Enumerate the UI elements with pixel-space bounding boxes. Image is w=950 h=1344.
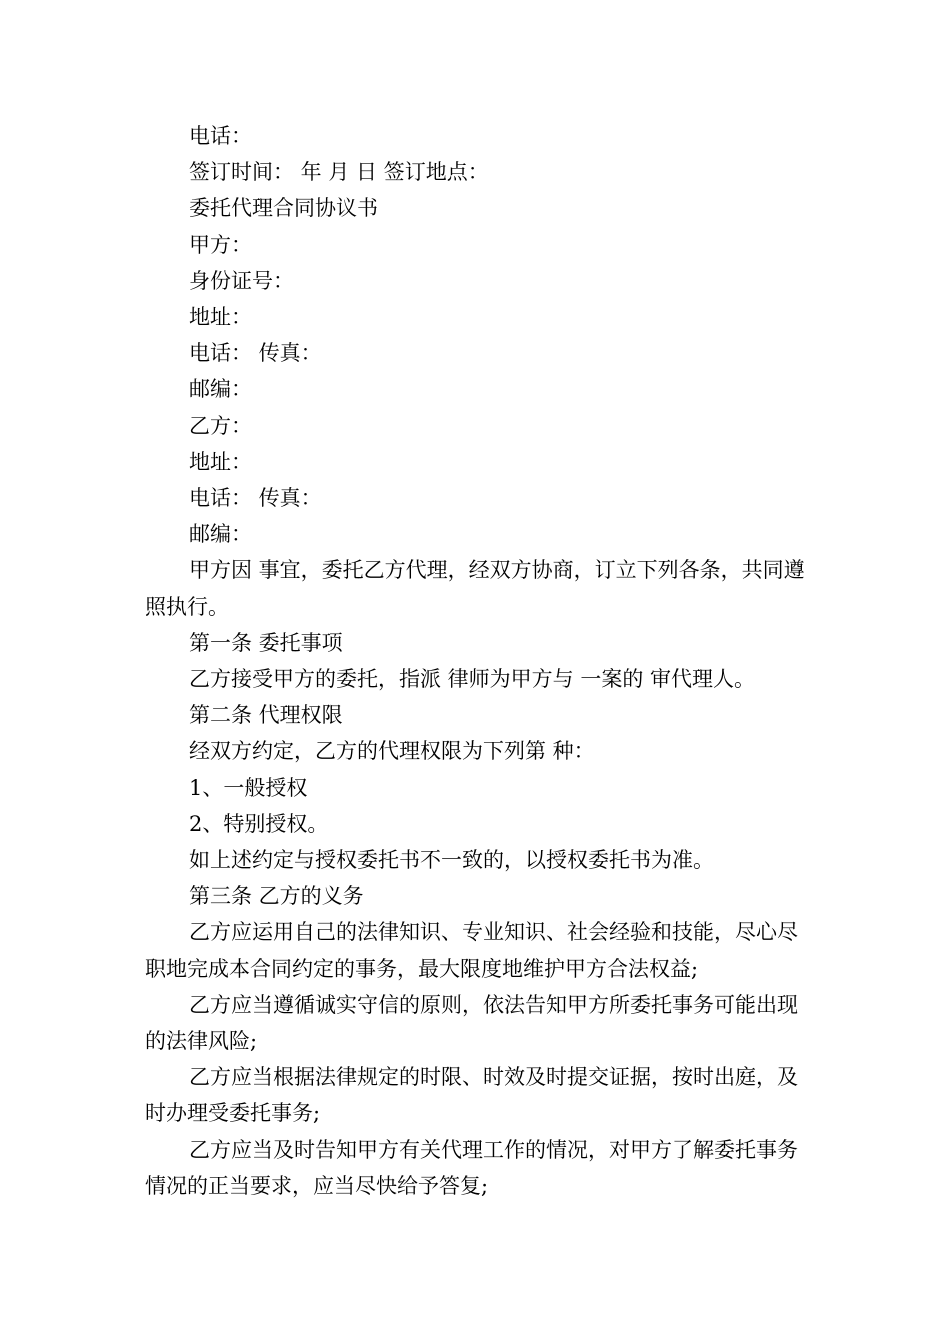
- article-2-item-2: 2、特别授权。: [189, 811, 329, 836]
- article-1-paragraph: 乙方接受甲方的委托，指派 律师为甲方与 一案的 审代理人。: [189, 667, 756, 692]
- article-3-heading: 第三条 乙方的义务: [189, 884, 364, 909]
- article-3-paragraph-4: 乙方应当及时告知甲方有关代理工作的情况，对甲方了解委托事务情况的正当要求，应当尽快给予答复;: [145, 1137, 798, 1198]
- article-1-heading: 第一条 委托事项: [189, 630, 343, 655]
- article-3-paragraph-1: 乙方应运用自己的法律知识、专业知识、社会经验和技能，尽心尽职地完成本合同约定的事务，最大限度地维护甲方合法权益;: [145, 920, 798, 981]
- party-b-line: 乙方：: [189, 413, 252, 438]
- contract-title: 委托代理合同协议书: [189, 196, 378, 221]
- article-3-paragraph-3: 乙方应当根据法律规定的时限、时效及时提交证据，按时出庭，及时办理受委托事务;: [145, 1065, 798, 1126]
- phone-line: 电话：: [189, 124, 252, 148]
- document-body: [145, 118, 817, 1204]
- signing-time-place-line: 签订时间： 年 月 日 签订地点：: [189, 160, 489, 185]
- party-a-phone-fax-line: 电话： 传真：: [189, 341, 322, 366]
- party-b-phone-fax-line: 电话： 传真：: [189, 486, 322, 511]
- article-3-paragraph-2: 乙方应当遵循诚实守信的原则，依法告知甲方所委托事务可能出现的法律风险;: [145, 992, 798, 1054]
- article-2-item-1: 1、一般授权: [189, 775, 308, 800]
- party-b-postcode-line: 邮编：: [189, 522, 252, 547]
- party-a-postcode-line: 邮编：: [189, 377, 252, 402]
- party-a-line: 甲方：: [189, 232, 252, 257]
- party-b-address-line: 地址：: [189, 449, 252, 474]
- article-2-heading: 第二条 代理权限: [189, 703, 343, 728]
- party-a-address-line: 地址：: [189, 305, 252, 330]
- article-2-note: 如上述约定与授权委托书不一致的，以授权委托书为准。: [189, 848, 714, 873]
- article-2-paragraph: 经双方约定，乙方的代理权限为下列第 种：: [189, 739, 595, 764]
- preamble-paragraph: 甲方因 事宜，委托乙方代理，经双方协商，订立下列各条，共同遵照执行。: [145, 558, 805, 619]
- id-number-line: 身份证号：: [189, 268, 294, 293]
